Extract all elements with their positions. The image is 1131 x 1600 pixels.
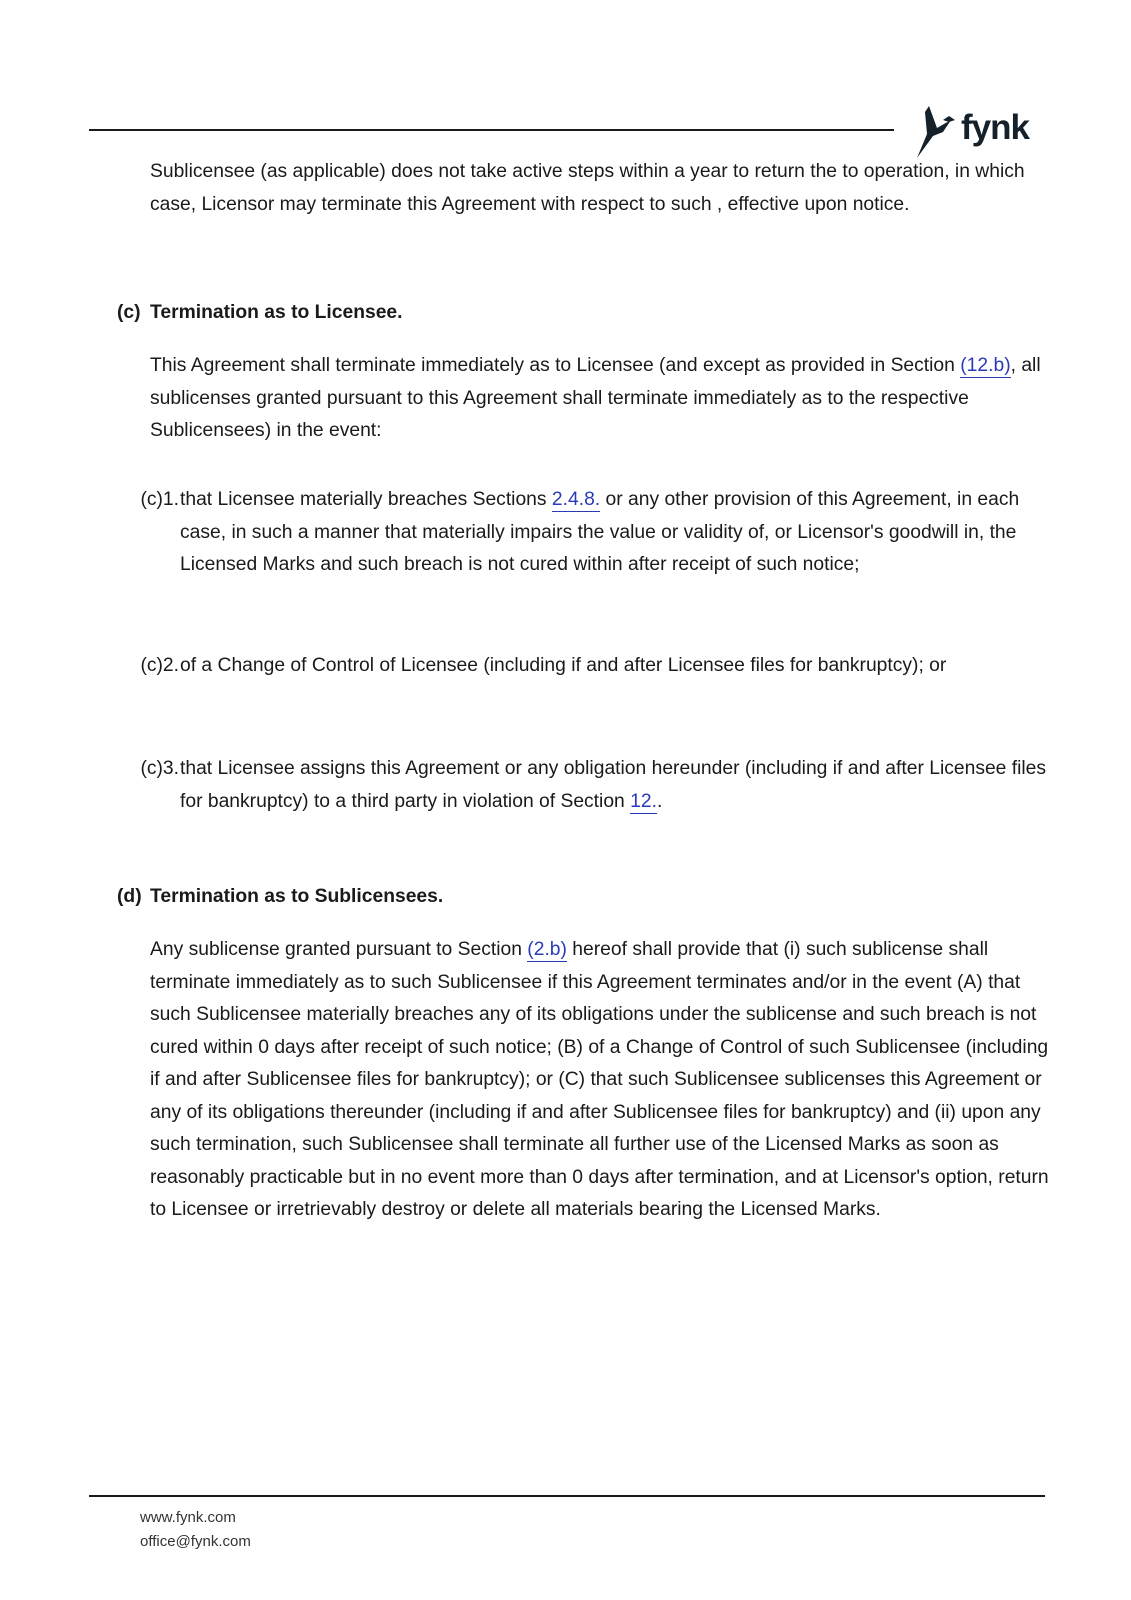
section-d-paragraph (150, 934, 1050, 1227)
section-c-heading (117, 299, 403, 327)
list-item-text-b: . (656, 790, 663, 812)
section-c-intro-text: This Agreement shall terminate immediately as to Licensee (and except as provided in Section (150, 355, 961, 376)
footer (140, 1506, 251, 1554)
section-d-text-a: Any sublicense granted pursuant to Section (150, 939, 528, 960)
list-item (127, 753, 1057, 818)
section-c-title: Termination as to Licensee. (150, 302, 403, 323)
section-link-2-4-8[interactable]: 2.4.8. (551, 489, 601, 510)
footer-divider (89, 1495, 1045, 1497)
section-d-heading (117, 883, 443, 911)
brand-logo (917, 104, 1029, 160)
section-link-12b[interactable]: (12.b) (960, 355, 1011, 376)
section-c-intro (150, 350, 1050, 448)
list-item-number: (c)1. (140, 489, 179, 510)
footer-email[interactable]: office@fynk.com (140, 1533, 251, 1550)
logo-wordmark: fynk (961, 108, 1029, 147)
section-c-label: (c) (117, 302, 141, 323)
list-item-number: (c)3. (140, 758, 179, 779)
list-item-text: of a Change of Control of Licensee (including if and after Licensee files for bankruptcy); or (180, 655, 947, 676)
bird-logo-icon (917, 106, 957, 158)
list-item-text-a: that Licensee assigns this Agreement or any obligation hereunder (including if and after Licensee files for bankruptcy) to a third party in violation of Section (180, 758, 1047, 812)
section-link-12[interactable]: 12. (630, 790, 657, 812)
footer-website[interactable]: www.fynk.com (140, 1509, 236, 1526)
section-d-title: Termination as to Sublicensees. (150, 886, 444, 907)
list-item-text-b: or any other provision of this Agreement, in each case, in such a manner that materially impairs the value or validity of, or Licensor's goodwill in, the Licensed Marks and such breach is not cured within after receipt of such notice; (180, 489, 1020, 575)
list-item (127, 484, 1057, 582)
list-item (127, 650, 1057, 683)
list-item-number: (c)2. (140, 655, 179, 676)
section-c-intro-text-cont: , all sublicenses granted pursuant to this Agreement shall terminate immediately as to the respective Sublicensees) in the event: (150, 355, 1041, 441)
header-divider (89, 129, 894, 131)
section-d-text-b: hereof shall provide that (i) such sublicense shall terminate immediately as to such Sublicensee if this Agreement terminates and/or in the event (A) that such Sublicensee materially breaches any of its obligations under the sublicense and such breach is not cured within 0 days after receipt of such notice; (B) of a Change of Control of such Sublicensee (including if and after Sublicensee files for bankruptcy); or (C) that such Sublicensee sublicenses this Agreement or any of its obligations thereunder (including if and after Sublicensee files for bankruptcy) and (ii) upon any such termination, such Sublicensee shall terminate all further use of the Licensed Marks as soon as reasonably practicable but in no event more than 0 days after termination, and at Licensor's option, return to Licensee or irretrievably destroy or delete all materials bearing the Licensed Marks. (150, 939, 1049, 1220)
continuation-paragraph: Sublicensee (as applicable) does not take active steps within a year to return the to operation, in which case, Licensor may terminate this Agreement with respect to such , effective upon notice. (150, 161, 1025, 215)
section-link-2b[interactable]: (2.b) (527, 939, 567, 960)
list-item-text (180, 484, 1057, 582)
list-item-text (180, 753, 1057, 818)
section-d-label: (d) (117, 886, 142, 907)
list-item-text-a: that Licensee materially breaches Sections (180, 489, 552, 510)
